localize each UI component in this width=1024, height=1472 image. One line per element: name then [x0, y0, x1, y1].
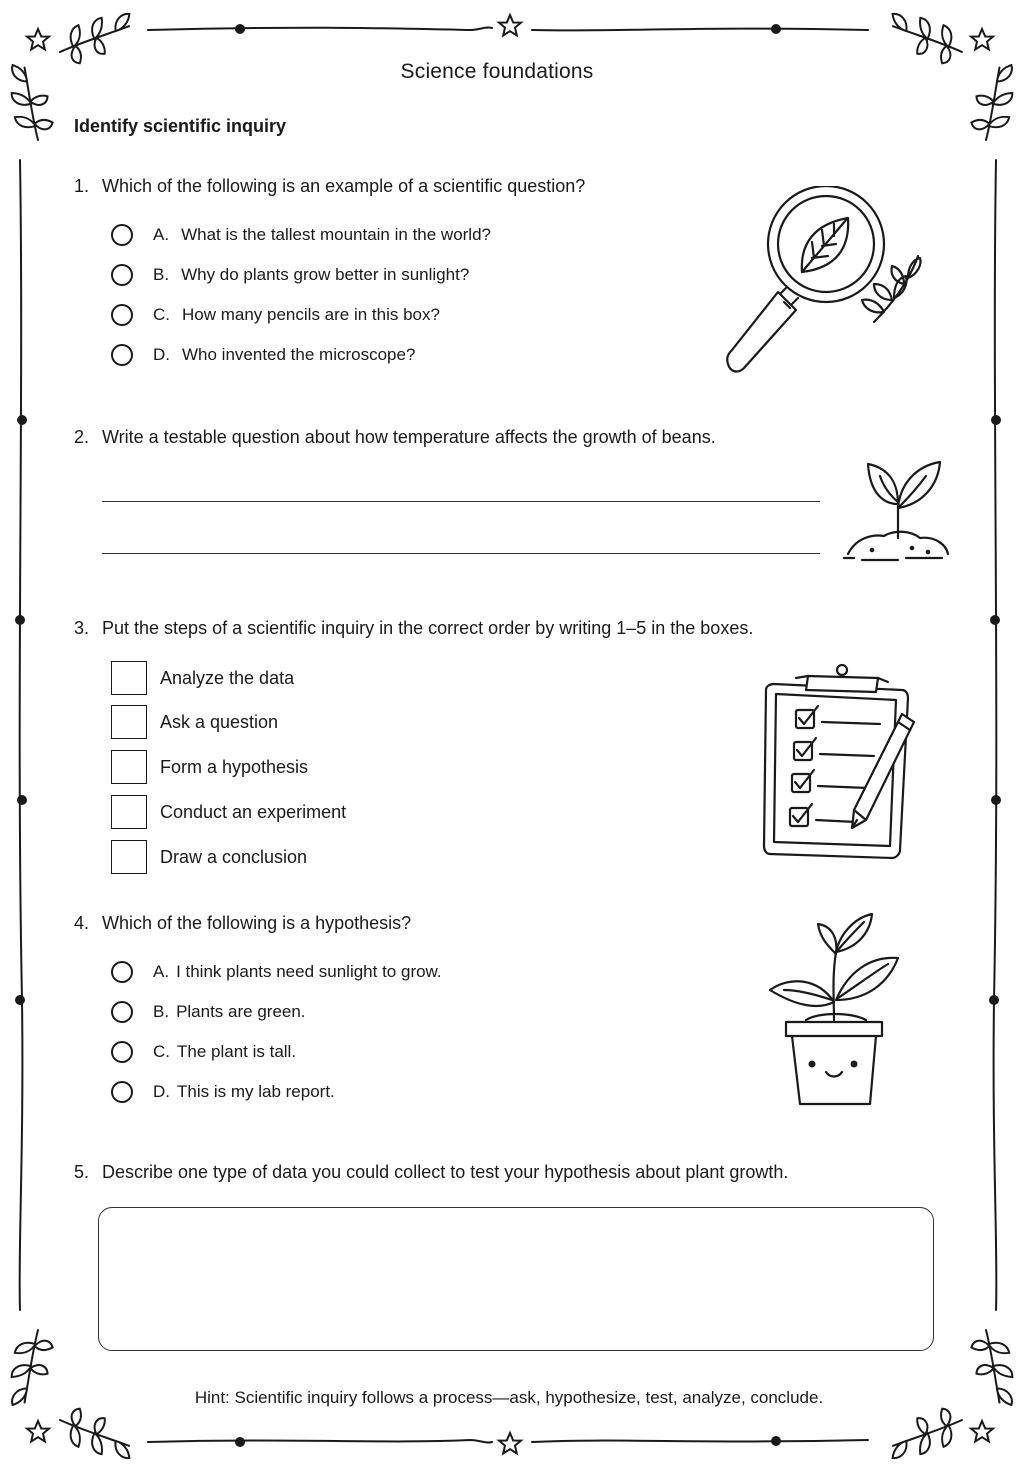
order-input-box[interactable]: [111, 840, 147, 874]
step-item: [111, 705, 278, 739]
option-letter: B.: [153, 1002, 170, 1021]
step-item: [111, 795, 346, 829]
option-letter: A.: [153, 225, 170, 244]
radio-button[interactable]: [111, 224, 133, 246]
q1-option-d[interactable]: [111, 344, 415, 366]
option-letter: D.: [153, 345, 170, 364]
step-label: Draw a conclusion: [160, 846, 308, 867]
answer-line[interactable]: [102, 553, 820, 554]
option-letter: C.: [153, 1042, 170, 1061]
option-text: Why do plants grow better in sunlight?: [181, 265, 470, 284]
hint-text: Hint: Scientific inquiry follows a process—ask, hypothesize, test, analyze, conclude.: [194, 1388, 824, 1407]
question-2: [74, 427, 716, 448]
option-text: This is my lab report.: [177, 1082, 335, 1101]
question-text: Which of the following is an example of a scientific question?: [102, 176, 586, 196]
step-item: [111, 661, 294, 695]
option-text: The plant is tall.: [177, 1042, 297, 1061]
sprout-icon: [842, 454, 954, 566]
step-item: [111, 840, 307, 874]
question-number: 4.: [74, 913, 90, 933]
question-4: [74, 913, 411, 934]
question-text: Put the steps of a scientific inquiry in the correct order by writing 1–5 in the boxes.: [102, 618, 754, 638]
step-label: Conduct an experiment: [160, 801, 347, 822]
option-letter: B.: [153, 265, 170, 284]
question-number: 5.: [74, 1162, 90, 1182]
option-letter: C.: [153, 305, 170, 324]
order-input-box[interactable]: [111, 795, 147, 829]
radio-button[interactable]: [111, 961, 133, 983]
option-text: What is the tallest mountain in the world?: [181, 225, 491, 244]
q4-option-b[interactable]: [111, 1001, 306, 1023]
question-text: Which of the following is a hypothesis?: [102, 913, 412, 933]
question-text: Write a testable question about how temperature affects the growth of beans.: [102, 427, 716, 447]
option-text: I think plants need sunlight to grow.: [176, 962, 442, 981]
radio-button[interactable]: [111, 1041, 133, 1063]
potted-plant-icon: [762, 908, 908, 1112]
radio-button[interactable]: [111, 1001, 133, 1023]
option-letter: D.: [153, 1082, 170, 1101]
step-label: Form a hypothesis: [160, 756, 309, 777]
option-text: Who invented the microscope?: [182, 345, 416, 364]
q4-option-c[interactable]: [111, 1041, 296, 1063]
question-3: [74, 618, 753, 639]
q1-option-a[interactable]: [111, 224, 491, 246]
option-text: Plants are green.: [176, 1002, 306, 1021]
step-item: [111, 750, 308, 784]
question-5: [74, 1162, 788, 1183]
option-letter: A.: [153, 962, 170, 981]
q1-option-c[interactable]: [111, 304, 440, 326]
section-title: Identify scientific inquiry: [74, 116, 287, 136]
question-text: Describe one type of data you could collect to test your hypothesis about plant growth.: [102, 1162, 789, 1182]
question-number: 2.: [74, 427, 90, 447]
magnifying-glass-leaf-icon: [722, 186, 942, 382]
clipboard-checklist-icon: [760, 660, 920, 866]
q1-option-b[interactable]: [111, 264, 469, 286]
option-text: How many pencils are in this box?: [182, 305, 440, 324]
answer-box[interactable]: [98, 1207, 934, 1351]
page-title: Science foundations: [400, 60, 594, 83]
radio-button[interactable]: [111, 344, 133, 366]
question-1: [74, 176, 585, 197]
radio-button[interactable]: [111, 264, 133, 286]
q4-option-d[interactable]: [111, 1081, 335, 1103]
answer-line[interactable]: [102, 501, 820, 502]
order-input-box[interactable]: [111, 661, 147, 695]
question-number: 1.: [74, 176, 90, 196]
order-input-box[interactable]: [111, 750, 147, 784]
question-number: 3.: [74, 618, 90, 638]
order-input-box[interactable]: [111, 705, 147, 739]
radio-button[interactable]: [111, 304, 133, 326]
radio-button[interactable]: [111, 1081, 133, 1103]
step-label: Analyze the data: [160, 667, 295, 688]
step-label: Ask a question: [160, 711, 279, 732]
q4-option-a[interactable]: [111, 961, 442, 983]
